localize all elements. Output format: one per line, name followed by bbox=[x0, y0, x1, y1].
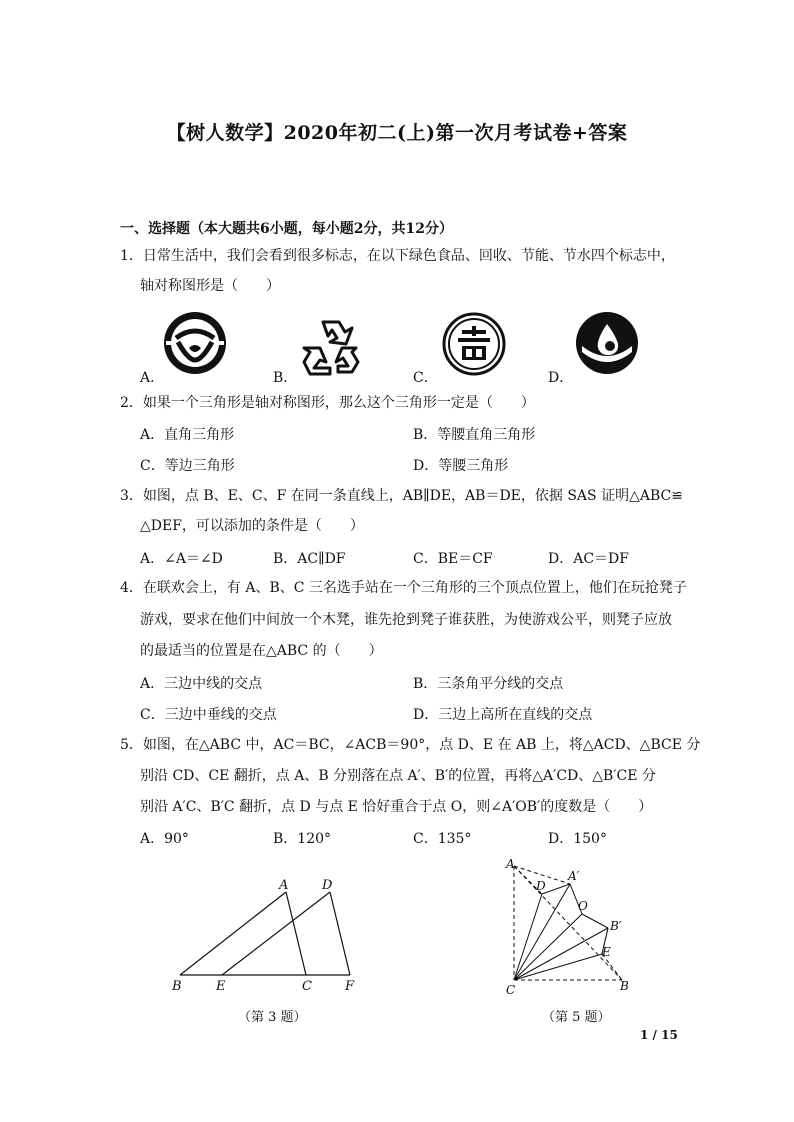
green-food-icon bbox=[162, 310, 228, 376]
fig3-caption: （第 3 题） bbox=[238, 1010, 307, 1025]
fig5-label-o: O bbox=[578, 899, 588, 913]
fig3-label-b: B bbox=[172, 979, 182, 994]
fig5-label-c: C bbox=[506, 983, 516, 997]
q2-option-d[interactable]: D．等腰三角形 bbox=[413, 458, 509, 474]
q4-stem-line2: 游戏，要求在他们中间放一个木凳，谁先抢到凳子谁获胜，为使游戏公平，则凳子应放 bbox=[140, 612, 672, 628]
q3-option-b[interactable]: B．AC∥DF bbox=[273, 551, 346, 567]
fig5-label-b-prime: B′ bbox=[610, 919, 622, 933]
q2-stem: 2．如果一个三角形是轴对称图形，那么这个三角形一定是（ ） bbox=[120, 395, 535, 411]
fig5-label-a-prime: A′ bbox=[568, 869, 580, 883]
fig5-label-d: D bbox=[536, 879, 546, 893]
q1-option-a[interactable]: A． bbox=[140, 370, 165, 386]
page-title: 【树人数学】2020年初二(上)第一次月考试卷+答案 bbox=[166, 122, 628, 144]
q5-stem-line3: 别沿 A′C、B′C 翻折，点 D 与点 E 恰好重合于点 O，则∠A′OB′的度数是（ ） bbox=[140, 799, 653, 815]
q5-stem-line2: 别沿 CD、CE 翻折，点 A、B 分别落在点 A′、B′的位置，再将△A′CD、△B′CE 分 bbox=[140, 768, 656, 784]
fig5-label-e: E bbox=[602, 945, 611, 959]
figure-q3 bbox=[160, 872, 370, 997]
q2-option-b[interactable]: B．等腰直角三角形 bbox=[413, 427, 536, 443]
fig5-caption: （第 5 题） bbox=[542, 1010, 611, 1025]
q5-option-c[interactable]: C．135° bbox=[413, 831, 472, 847]
q4-stem-line3: 的最适当的位置是在△ABC 的（ ） bbox=[140, 643, 383, 659]
q4-option-c[interactable]: C．三边中垂线的交点 bbox=[140, 707, 277, 723]
fig5-label-a: A bbox=[506, 857, 515, 871]
fig5-label-b: B bbox=[620, 979, 629, 993]
recycle-icon bbox=[300, 316, 362, 376]
water-saving-icon bbox=[574, 310, 640, 376]
q5-stem-line1: 5．如图，在△ABC 中，AC＝BC，∠ACB＝90°，点 D、E 在 AB 上，将△ACD、△BCE 分 bbox=[120, 737, 701, 753]
fig3-label-e: E bbox=[216, 979, 226, 994]
q5-option-a[interactable]: A．90° bbox=[140, 831, 189, 847]
energy-saving-icon bbox=[442, 312, 506, 376]
q4-option-a[interactable]: A．三边中线的交点 bbox=[140, 676, 263, 692]
section-heading: 一、选择题（本大题共6小题，每小题2分，共12分） bbox=[120, 221, 453, 237]
fig3-label-a: A bbox=[279, 878, 289, 893]
q1-option-d[interactable]: D． bbox=[548, 370, 574, 386]
q3-option-d[interactable]: D．AC＝DF bbox=[548, 551, 629, 567]
q5-option-d[interactable]: D．150° bbox=[548, 831, 607, 847]
q1-stem-line2: 轴对称图形是（ ） bbox=[140, 278, 280, 294]
q1-stem-line1: 1．日常生活中，我们会看到很多标志，在以下绿色食品、回收、节能、节水四个标志中， bbox=[120, 248, 675, 264]
q5-option-b[interactable]: B．120° bbox=[273, 831, 332, 847]
fig3-label-d: D bbox=[322, 878, 333, 893]
q2-option-a[interactable]: A．直角三角形 bbox=[140, 427, 235, 443]
q3-stem-line1: 3．如图，点 B、E、C、F 在同一条直线上，AB∥DE，AB＝DE，依据 SAS 证明△ABC≌ bbox=[120, 488, 683, 504]
fig3-label-f: F bbox=[345, 979, 355, 994]
q3-option-a[interactable]: A．∠A＝∠D bbox=[140, 551, 223, 567]
figure-q5 bbox=[498, 856, 648, 1002]
q4-option-d[interactable]: D．三边上高所在直线的交点 bbox=[413, 707, 593, 723]
q1-option-c[interactable]: C． bbox=[413, 370, 438, 386]
fig3-label-c: C bbox=[302, 979, 312, 994]
q4-option-b[interactable]: B．三条角平分线的交点 bbox=[413, 676, 564, 692]
page-number: 1 / 15 bbox=[640, 1028, 678, 1042]
q3-option-c[interactable]: C．BE＝CF bbox=[413, 551, 493, 567]
q2-option-c[interactable]: C．等边三角形 bbox=[140, 458, 235, 474]
q1-option-b[interactable]: B． bbox=[273, 370, 298, 386]
q4-stem-line1: 4．在联欢会上，有 A、B、C 三名选手站在一个三角形的三个顶点位置上，他们在玩抢凳子 bbox=[120, 580, 687, 596]
q3-stem-line2: △DEF，可以添加的条件是（ ） bbox=[140, 518, 364, 534]
